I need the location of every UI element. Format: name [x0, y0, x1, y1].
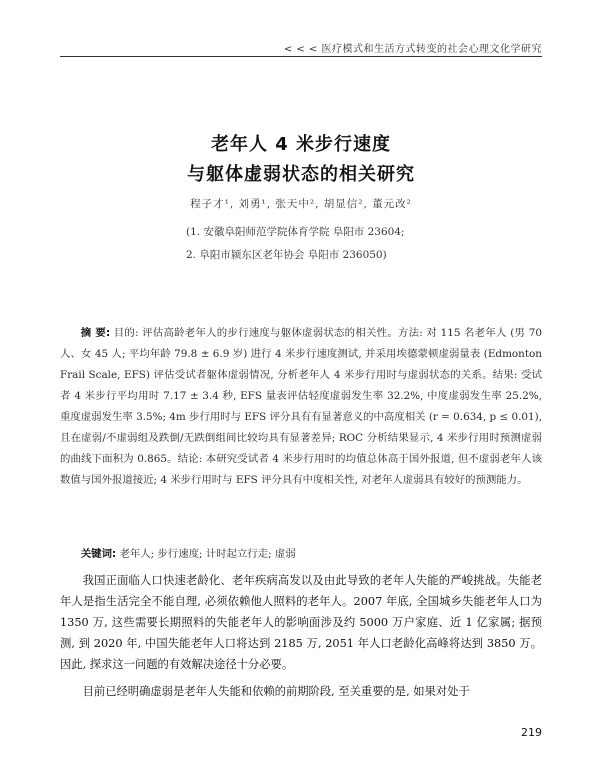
- abstract-text: 目的: 评估高龄老年人的步行速度与躯体虚弱状态的相关性。方法: 对 115 名老年人 (男 70 人、女 45 人; 平均年龄 79.8 ± 6.9 岁) 进行 4 米步行速度测试, 并采用埃德蒙顿虚弱量表 (Edmonton Frail Scale, EFS) 评估受试者躯体虚弱情况, 分析老年人 4 米步行用时与虚弱状态的关系。结果: 受试者 4 米步行平均用时 7.17 ± 3.4 秒, EFS 量表评估轻度虚弱发生率 32.2%, 中度虚弱发生率 25.2%, 重度虚弱发生率 3.5%; 4m 步行用时与 EFS 评分具有有显著意义的中高度相关 (r = 0.634, p ≤ 0.01), 且在虚弱/不虚弱组及跌倒/无跌倒组间比较均具有显著差异; ROC 分析结果显示, 4 米步行用时预测虚弱的曲线下面积为 0.865。结论: 本研究受试者 4 米步行用时的均值总体高于国外报道, 但不虚弱老年人该数值与国外报道接近; 4 米步行用时与 EFS 评分具有中度相关性, 对老年人虚弱具有较好的预测能力。: [60, 327, 542, 486]
- header-rule: [60, 56, 542, 57]
- abstract: [60, 323, 542, 491]
- keywords: [60, 545, 542, 560]
- running-head: < < < 医疗模式和生活方式转变的社会心理文化学研究: [283, 44, 542, 55]
- author-list: 程子才¹, 刘勇¹, 张天中², 胡显信², 董元改²: [190, 198, 412, 210]
- body-text: [60, 570, 542, 702]
- affiliation-1: (1. 安徽阜阳师范学院体育学院 阜阳市 23604;: [186, 226, 405, 238]
- page-number: 219: [521, 726, 542, 739]
- abstract-label: 摘 要:: [80, 327, 111, 339]
- body-paragraph-2: 目前已经明确虚弱是老年人失能和依赖的前期阶段, 至关重要的是, 如果对处于: [82, 685, 470, 698]
- keywords-text: 老年人; 步行速度; 计时起立行走; 虚弱: [119, 548, 296, 560]
- title-line-2: 与躯体虚弱状态的相关研究: [187, 164, 415, 185]
- affiliation-2: 2. 阜阳市颍东区老年协会 阜阳市 236050): [186, 249, 387, 261]
- keywords-label: 关键词:: [80, 548, 117, 560]
- title-line-1: 老年人 4 米步行速度: [210, 134, 392, 155]
- body-paragraph-1: 我国正面临人口快速老龄化、老年疾病高发以及由此导致的老年人失能的严峻挑战。失能老年人是指生活完全不能自理, 必须依赖他人照料的老年人。2007 年底, 全国城乡失能老年人口为 1350 万, 这些需要长期照料的失能老年人的影响面涉及约 5000 万户家庭、近 1 亿家属; 据预测, 到 2020 年, 中国失能老年人口将达到 2185 万, 2051 年人口老龄化高峰将达到 3850 万。因此, 探求这一问题的有效解决途径十分必要。: [60, 574, 542, 671]
